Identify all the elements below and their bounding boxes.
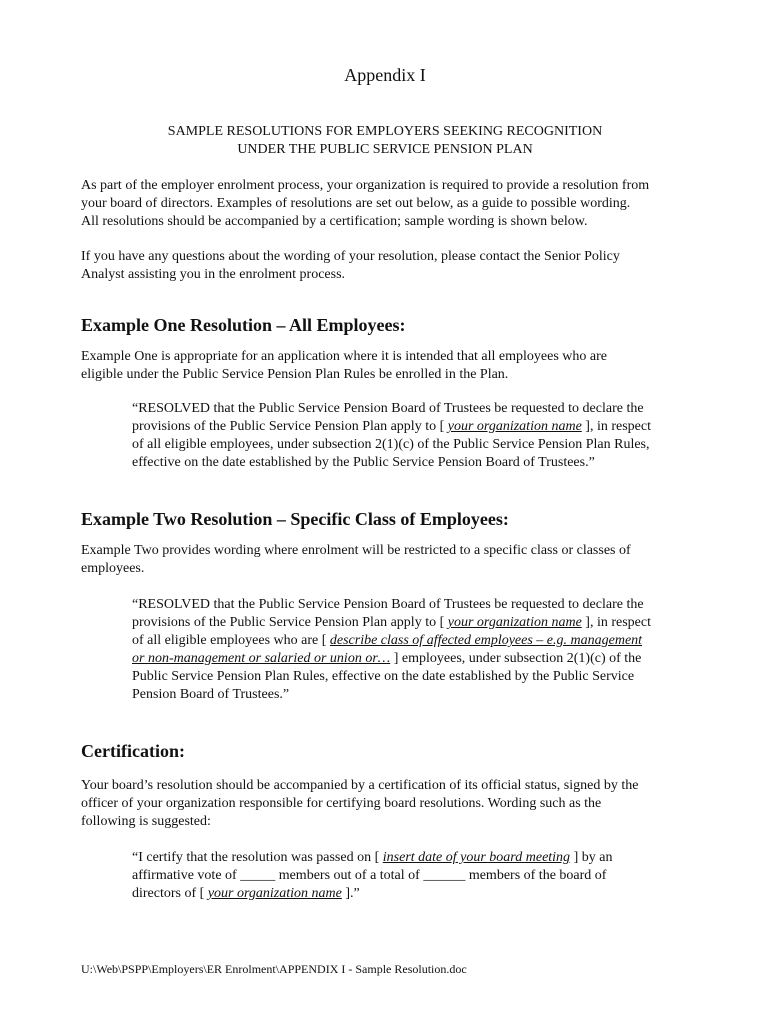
cert-quote-line-3-end: ].” [341, 886, 360, 901]
board-meeting-date-placeholder: insert date of your board meeting [382, 850, 571, 865]
cert-desc-line-1: Your board’s resolution should be accompanied by a certification of its official status, signed by the [81, 778, 639, 793]
ex2-quote-line-4 [132, 650, 712, 668]
ex2-quote-line-6: Pension Board of Trustees.” [132, 687, 290, 702]
ex2-quote-line-1: “RESOLVED that the Public Service Pension Board of Trustees be requested to declare the [132, 597, 644, 612]
document-file-path-footer: U:\Web\PSPP\Employers\ER Enrolment\APPENDIX I - Sample Resolution.doc [81, 962, 467, 976]
ex2-quote-line-2-start: provisions of the Public Service Pension Plan apply to [ [132, 615, 448, 630]
subtitle-line-2: UNDER THE PUBLIC SERVICE PENSION PLAN [237, 142, 533, 157]
employee-class-placeholder-continued: or non-management or salaried or union or… [132, 651, 391, 666]
ex2-quote-line-3 [132, 632, 712, 650]
certification-quote [132, 849, 712, 903]
cert-desc-line-2: officer of your organization responsible for certifying board resolutions. Wording such as the [81, 796, 602, 811]
example-one-resolution-quote [132, 400, 712, 472]
employee-class-placeholder: describe class of affected employees – e.g. management [329, 633, 643, 648]
cert-quote-line-2: affirmative vote of _____ members out of a total of ______ members of the board of [132, 868, 607, 883]
subtitle-line-1: SAMPLE RESOLUTIONS FOR EMPLOYERS SEEKING RECOGNITION [167, 124, 603, 139]
example-two-heading: Example Two Resolution – Specific Class of Employees: [81, 509, 509, 529]
intro-paragraph-2 [81, 248, 711, 284]
example-two-resolution-quote [132, 596, 712, 704]
ex1-quote-line-2-end: ], in respect [581, 419, 651, 434]
ex1-quote-line-2-start: provisions of the Public Service Pension Plan apply to [ [132, 419, 448, 434]
ex2-quote-line-3-start: of all eligible employees who are [ [132, 633, 330, 648]
intro-p1-line-2: your board of directors. Examples of resolutions are set out below, as a guide to possible wording. [81, 196, 631, 211]
certification-description [81, 777, 711, 831]
ex1-quote-line-1: “RESOLVED that the Public Service Pension Board of Trustees be requested to declare the [132, 401, 644, 416]
example-one-description [81, 348, 711, 384]
intro-p2-line-2: Analyst assisting you in the enrolment process. [81, 267, 346, 282]
certification-heading: Certification: [81, 741, 185, 761]
document-subtitle [0, 123, 770, 159]
cert-quote-line-3 [132, 885, 712, 903]
ex1-quote-line-3: of all eligible employees, under subsection 2(1)(c) of the Public Service Pension Plan Rules, [132, 437, 650, 452]
intro-p2-line-1: If you have any questions about the wording of your resolution, please contact the Senior Policy [81, 249, 620, 264]
cert-quote-line-1-start: “I certify that the resolution was passed on [ [132, 850, 383, 865]
ex2-quote-line-2-end: ], in respect [581, 615, 651, 630]
organization-name-placeholder: your organization name [447, 419, 582, 434]
intro-paragraph-1 [81, 177, 711, 231]
example-one-desc-line-2: eligible under the Public Service Pension Plan Rules be enrolled in the Plan. [81, 367, 509, 382]
ex2-quote-line-5: Public Service Pension Plan Rules, effective on the date established by the Public Service [132, 669, 635, 684]
example-two-description [81, 542, 711, 578]
cert-quote-line-1-end: ] by an [570, 850, 613, 865]
ex2-quote-line-2 [132, 614, 712, 632]
ex1-quote-line-2 [132, 418, 712, 436]
intro-p1-line-1: As part of the employer enrolment process, your organization is required to provide a resolution from [81, 178, 650, 193]
cert-desc-line-3: following is suggested: [81, 814, 211, 829]
organization-name-placeholder: your organization name [447, 615, 582, 630]
example-two-desc-line-1: Example Two provides wording where enrolment will be restricted to a specific class or classes of [81, 543, 631, 558]
example-one-heading: Example One Resolution – All Employees: [81, 315, 406, 335]
organization-name-placeholder: your organization name [207, 886, 342, 901]
ex1-quote-line-4: effective on the date established by the Public Service Pension Board of Trustees.” [132, 455, 595, 470]
cert-quote-line-1 [132, 849, 712, 867]
cert-quote-line-3-start: directors of [ [132, 886, 208, 901]
page-title: Appendix I [344, 65, 426, 85]
example-one-desc-line-1: Example One is appropriate for an application where it is intended that all employees who are [81, 349, 607, 364]
intro-p1-line-3: All resolutions should be accompanied by a certification; sample wording is shown below. [81, 214, 588, 229]
example-two-desc-line-2: employees. [81, 561, 145, 576]
ex2-quote-line-4-end: ] employees, under subsection 2(1)(c) of the [390, 651, 642, 666]
